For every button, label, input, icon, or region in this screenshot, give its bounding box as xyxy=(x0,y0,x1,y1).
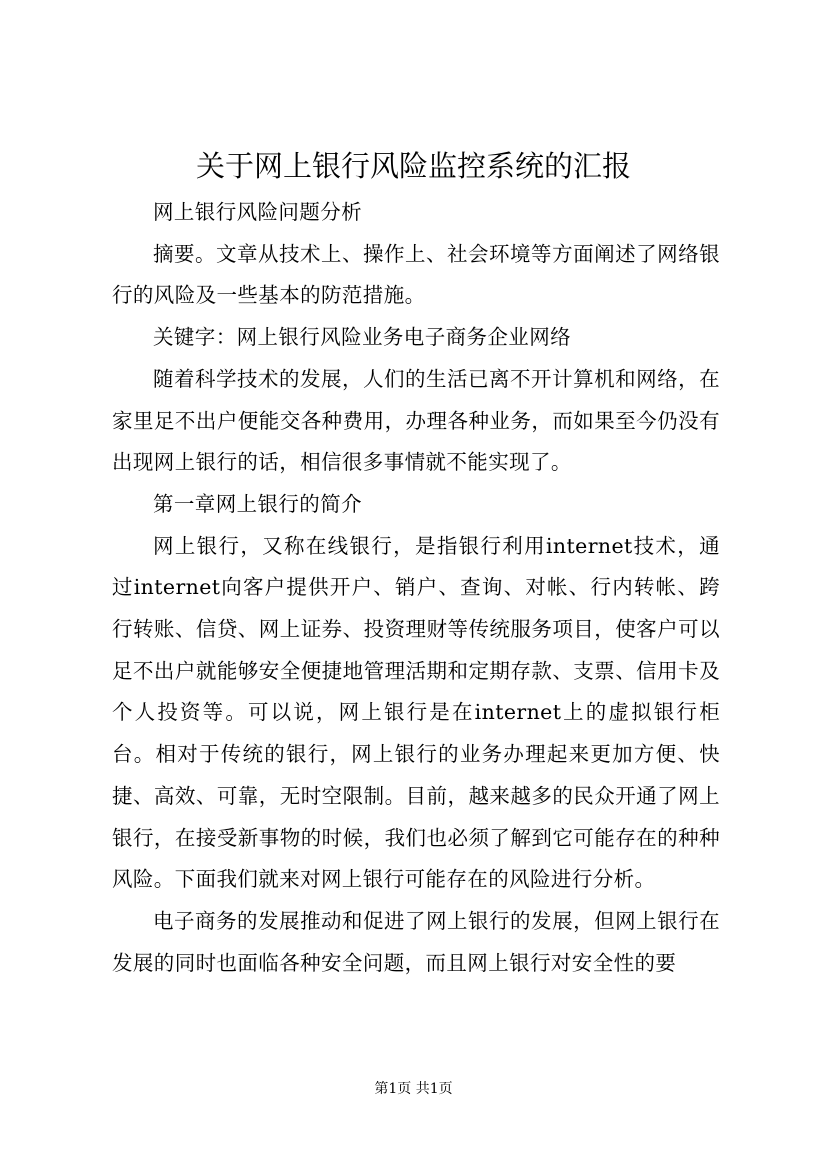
page-footer: 第1页 共1页 xyxy=(374,1081,453,1097)
paragraph-intro: 随着科学技术的发展，人们的生活已离不开计算机和网络，在家里足不出户便能交各种费用，办理各种业务，而如果至今仍没有出现网上银行的话，相信很多事情就不能实现了。 xyxy=(112,366,720,475)
paragraph-section-heading: 网上银行风险问题分析 xyxy=(153,200,362,224)
paragraph-chapter-heading: 第一章网上银行的简介 xyxy=(153,491,362,516)
paragraph-abstract: 摘要。文章从技术上、操作上、社会环境等方面阐述了网络银行的风险及一些基本的防范措施。 xyxy=(112,241,720,308)
document-body xyxy=(112,192,720,984)
paragraph-security: 电子商务的发展推动和促进了网上银行的发展，但网上银行在发展的同时也面临各种安全问题，而且网上银行对安全性的要 xyxy=(112,908,720,975)
paragraph-keywords: 关键字：网上银行风险业务电子商务企业网络 xyxy=(153,325,571,350)
document-title: 关于网上银行风险监控系统的汇报 xyxy=(195,149,631,183)
paragraph-definition: 网上银行，又称在线银行，是指银行利用internet技术，通过internet向客户提供开户、销户、查询、对帐、行内转帐、跨行转账、信贷、网上证券、投资理财等传统服务项目，使客户可以足不出户就能够安全便捷地管理活期和定期存款、支票、信用卡及个人投资等。可以说，网上银行是在internet上的虚拟银行柜台。相对于传统的银行，网上银行的业务办理起来更加方便、快捷、高效、可靠，无时空限制。目前，越来越多的民众开通了网上银行，在接受新事物的时候，我们也必须了解到它可能存在的种种风险。下面我们就来对网上银行可能存在的风险进行分析。 xyxy=(112,533,720,892)
